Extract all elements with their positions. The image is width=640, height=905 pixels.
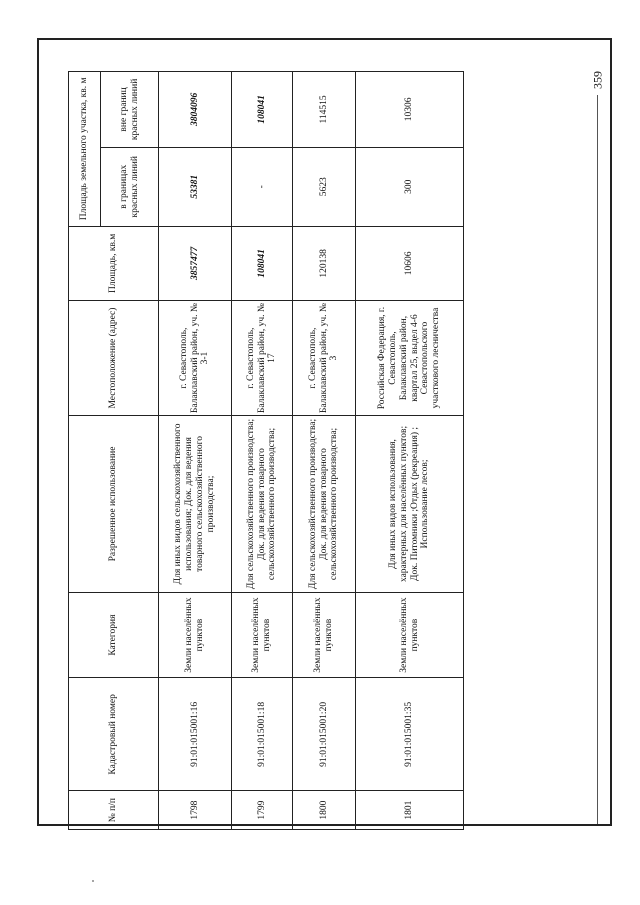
cell-cadastral: 91:01:015001:35: [356, 678, 464, 791]
table-row: [293, 72, 356, 830]
cell-area: 120138: [293, 226, 356, 300]
cell-num: 1799: [232, 791, 293, 830]
header-area: Площадь, кв.м: [69, 226, 159, 300]
header-location: Местоположение (адрес): [69, 300, 159, 415]
header-row: [69, 72, 101, 830]
scan-speck: [92, 880, 94, 882]
header-num: № п/п: [69, 791, 159, 830]
cell-inside: -: [232, 147, 293, 226]
cell-area: 10606: [356, 226, 464, 300]
cell-category: Земли населённых пунктов: [356, 592, 464, 678]
cell-outside: 114515: [293, 72, 356, 148]
cell-inside: 5623: [293, 147, 356, 226]
cell-inside: 53381: [159, 147, 232, 226]
page-number: 359: [590, 71, 605, 89]
cell-category: Земли населённых пунктов: [232, 592, 293, 678]
cell-usage: Для сельскохозяйственного производства; Док. для ведения товарного сельскохозяйственного производства;: [232, 416, 293, 593]
cell-category: Земли населённых пунктов: [159, 592, 232, 678]
cell-cadastral: 91:01:015001:16: [159, 678, 232, 791]
cell-usage: Для иных видов использования, характерных для населённых пунктов; Док. Питомники ;Отдых (рекреация) ; Использование лесов;: [356, 416, 464, 593]
table-row: [232, 72, 293, 830]
cell-area: 108041: [232, 226, 293, 300]
land-plots-table: [68, 71, 464, 830]
header-inside: в границах красных линий: [101, 147, 159, 226]
cell-cadastral: 91:01:015001:20: [293, 678, 356, 791]
header-land-area: Площадь земельного участка, кв. м: [69, 72, 101, 227]
header-cadastral: Кадастровый номер: [69, 678, 159, 791]
cell-cadastral: 91:01:015001:18: [232, 678, 293, 791]
cell-usage: Для иных видов сельскохозяйственного использования; Док. для ведения товарного сельскохозяйственного производства;: [159, 416, 232, 593]
table-row: [356, 72, 464, 830]
cell-location: г. Севастополь, Балаклавский район, уч. № 3-1: [159, 300, 232, 415]
cell-outside: 108041: [232, 72, 293, 148]
cell-num: 1798: [159, 791, 232, 830]
cell-location: Российская Федерация, г. Севастополь, Балаклавский район, квартал 25, выдел 4-6 Севастопольского участкового лесничества: [356, 300, 464, 415]
header-usage: Разрешенное использование: [69, 416, 159, 593]
cell-num: 1801: [356, 791, 464, 830]
table-row: [159, 72, 232, 830]
cell-num: 1800: [293, 791, 356, 830]
rotated-table-container: [68, 71, 463, 830]
cell-usage: Для сельскохозяйственного производства; Док. для ведения товарного сельскохозяйственного производства;: [293, 416, 356, 593]
cell-location: г. Севастополь, Балаклавский район, уч. № 17: [232, 300, 293, 415]
cell-area: 3857477: [159, 226, 232, 300]
cell-outside: 10306: [356, 72, 464, 148]
header-outside: вне границ красных линий: [101, 72, 159, 148]
header-category: Категория: [69, 592, 159, 678]
cell-outside: 3804096: [159, 72, 232, 148]
cell-inside: 300: [356, 147, 464, 226]
cell-location: г. Севастополь, Балаклавский район, уч. № 3: [293, 300, 356, 415]
cell-category: Земли населённых пунктов: [293, 592, 356, 678]
